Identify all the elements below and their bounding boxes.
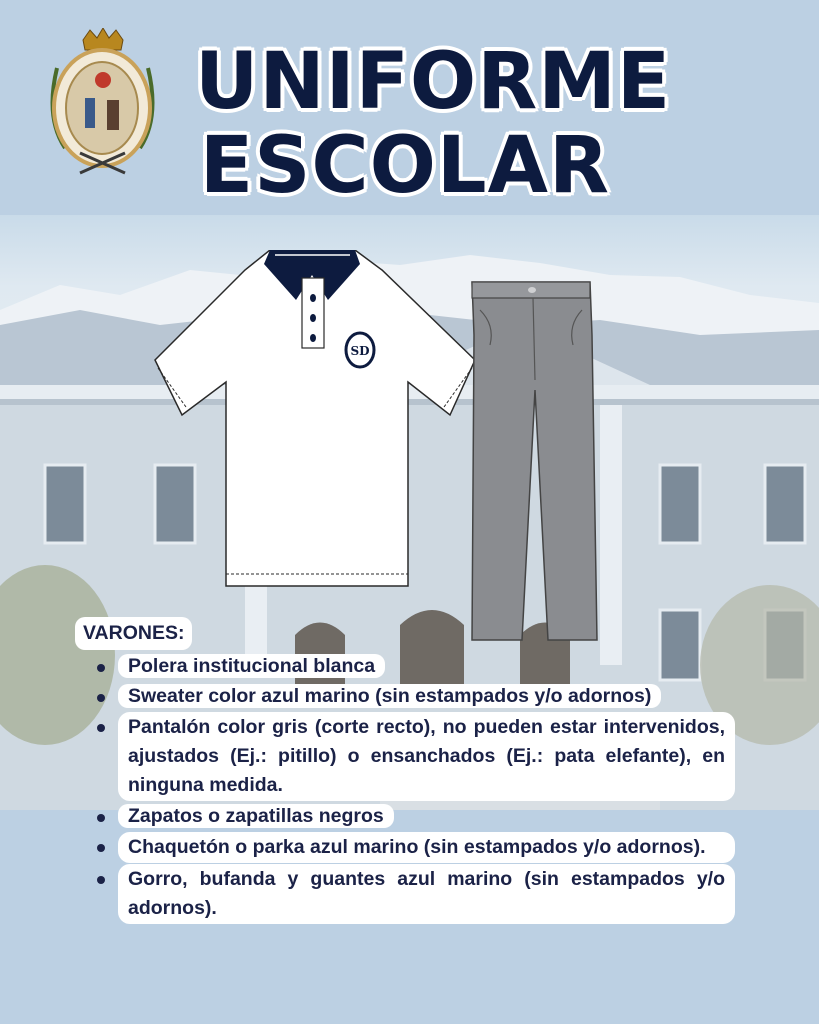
list-item bbox=[75, 802, 735, 831]
list-item-text: Sweater color azul marino (sin estampados y/o adornos) bbox=[118, 684, 661, 708]
uniform-illustration bbox=[150, 250, 600, 650]
bullet-icon bbox=[97, 844, 105, 852]
bullet-icon bbox=[97, 664, 105, 672]
title-line-2: ESCOLAR bbox=[199, 121, 611, 211]
list-item-text: Gorro, bufanda y guantes azul marino (sin estampados y/o adornos). bbox=[118, 864, 735, 924]
polo-shirt-illustration bbox=[155, 250, 475, 586]
uniform-requirements bbox=[75, 617, 735, 925]
page-title bbox=[195, 37, 672, 211]
title-line-1: UNIFORME bbox=[195, 37, 672, 127]
school-crest-logo bbox=[35, 28, 170, 186]
bullet-icon bbox=[97, 876, 105, 884]
list-item bbox=[75, 682, 735, 711]
bullet-icon bbox=[97, 694, 105, 702]
list-item bbox=[75, 712, 735, 801]
list-item bbox=[75, 652, 735, 681]
section-header: VARONES: bbox=[75, 617, 192, 650]
bullet-icon bbox=[97, 724, 105, 732]
bullet-icon bbox=[97, 814, 105, 822]
list-item-text: Zapatos o zapatillas negros bbox=[118, 804, 394, 828]
list-item-text: Pantalón color gris (corte recto), no pueden estar intervenidos, ajustados (Ej.: pitillo) o ensanchados (Ej.: pata elefante), en ninguna medida. bbox=[118, 712, 735, 801]
shirt-badge-text: SD bbox=[350, 344, 370, 358]
list-item-text: Chaquetón o parka azul marino (sin estampados y/o adornos). bbox=[118, 832, 735, 863]
list-item bbox=[75, 832, 735, 863]
pants-illustration bbox=[472, 282, 597, 640]
list-item bbox=[75, 864, 735, 924]
list-item-text: Polera institucional blanca bbox=[118, 654, 385, 678]
